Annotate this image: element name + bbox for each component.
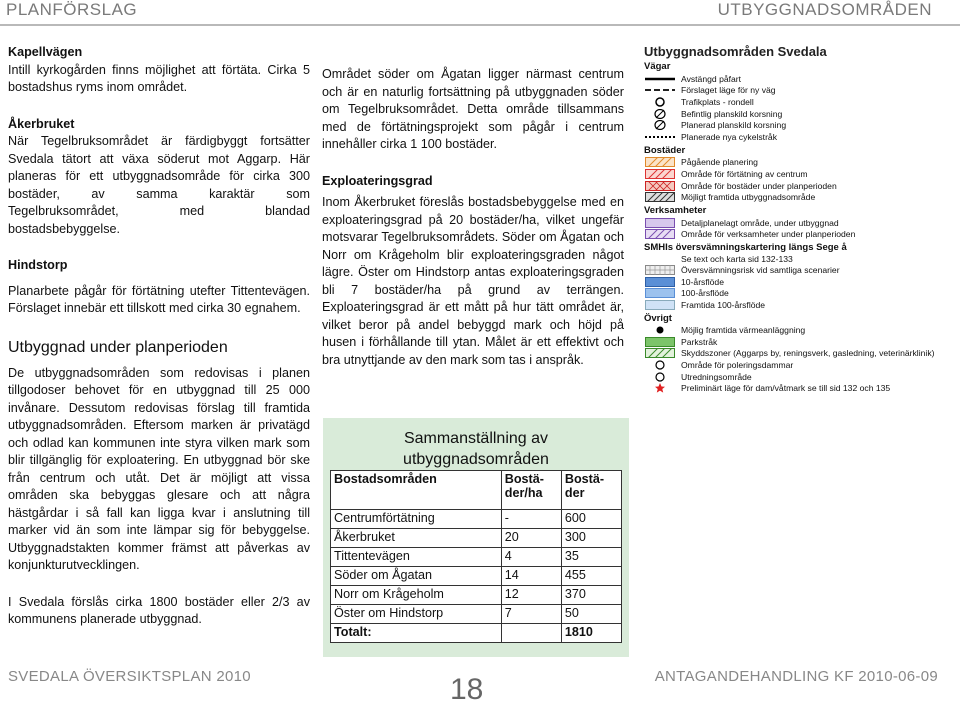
page-header: [0, 0, 960, 24]
legend-category: Vägar: [644, 61, 671, 72]
legend-item: [640, 191, 952, 203]
cycle-dashed-icon: [645, 132, 675, 142]
header-right: UTBYGGNADSOMRÅDEN: [717, 0, 932, 19]
table-cell: Norr om Krågeholm: [331, 586, 502, 605]
legend-note: Se text och karta sid 132-133: [681, 254, 793, 265]
hatch-orange-icon: [645, 157, 675, 167]
legend-item: [640, 276, 952, 288]
hindstorp-heading: Hindstorp: [8, 258, 68, 272]
road-solid-icon: [645, 74, 675, 84]
legend-item-label: Skyddszoner (Aggarps by, reningsverk, gasledning, veterinärklinik): [681, 348, 935, 359]
circle-outline-icon: [645, 360, 675, 370]
hatch-red-cross-icon: [645, 181, 675, 191]
table-header-cell: Bostadsområden: [331, 471, 502, 510]
table-cell: 35: [561, 548, 621, 567]
grid-gray-icon: [645, 265, 675, 275]
table-cell: Söder om Ågatan: [331, 567, 502, 586]
akerbruket-text: När Tegelbruksområdet är färdigbyggt fortsätter Svedala tätort att växa söderut mot Aggarp. Här planeras för ett utbyggnadsområde för cirka 300 bostäder, av samma karaktär som Tegelbruksområdet, med blandad bostadsbebyggelse.: [8, 134, 310, 236]
legend-category: Bostäder: [644, 144, 686, 156]
summary-box: [323, 418, 629, 657]
legend-item: [640, 264, 952, 276]
table-cell: Tittentevägen: [331, 548, 502, 567]
table-cell: 14: [501, 567, 561, 586]
legend-item-label: Område för poleringsdammar: [681, 360, 794, 371]
box-blue-icon: [645, 277, 675, 287]
hatch-dark-icon: [645, 192, 675, 202]
table-total-row: [331, 624, 622, 643]
legend-item: [640, 299, 952, 311]
legend-item: [640, 359, 952, 371]
table-row: [331, 605, 622, 624]
legend-item-label: Befintlig planskild korsning: [681, 108, 783, 119]
kapellvagen-text: Intill kyrkogården finns möjlighet att förtäta. Cirka 5 bostadshus ryms inom området.: [8, 62, 310, 94]
legend-title: Utbyggnadsområden Svedala: [644, 44, 827, 59]
box-lightblue-icon: [645, 288, 675, 298]
legend-category: SMHIs översvämningskartering längs Sege å: [644, 242, 847, 254]
legend-item: [640, 336, 952, 348]
box-purple-hatch-icon: [645, 229, 675, 239]
legend-item-label: Område för verksamheter under planperioden: [681, 229, 856, 240]
road-dashed-icon: [645, 85, 675, 95]
legend-item-label: Område för bostäder under planperioden: [681, 180, 837, 191]
legend-category: Verksamheter: [644, 204, 707, 216]
table-cell: 370: [561, 586, 621, 605]
legend-item: [640, 229, 952, 241]
table-cell: -: [501, 510, 561, 529]
akerbruket-heading: Åkerbruket: [8, 116, 75, 131]
table-row: [331, 586, 622, 605]
table-cell: 455: [561, 567, 621, 586]
legend-item-label: Område för förtätning av centrum: [681, 168, 808, 179]
star-red-icon: [645, 383, 675, 393]
table-cell: 20: [501, 529, 561, 548]
box-paleblue-icon: [645, 300, 675, 310]
legend-item: [640, 96, 952, 108]
table-cell: Centrumförtätning: [331, 510, 502, 529]
summary-title-line1: Sammanställning av: [403, 430, 549, 447]
summary-title: [323, 418, 629, 470]
legend-item: [640, 131, 952, 143]
table-cell: Öster om Hindstorp: [331, 605, 502, 624]
roundabout-icon: [645, 97, 675, 107]
table-cell: Åkerbruket: [331, 529, 502, 548]
legend-item: [640, 217, 952, 229]
legend-item-label: Förslaget läge för ny väg: [681, 85, 776, 96]
table-cell: 300: [561, 529, 621, 548]
legend-item: [640, 157, 952, 169]
legend-body: [640, 61, 952, 394]
box-green-icon: [645, 337, 675, 347]
legend-item-label: Pågående planering: [681, 157, 758, 168]
hatch-red-icon: [645, 169, 675, 179]
table-cell: 1810: [561, 624, 621, 643]
crossing-circle-icon: [645, 109, 675, 119]
header-left: PLANFÖRSLAG: [6, 0, 138, 19]
table-header-cell: Bostä-der/ha: [501, 471, 561, 510]
column-left: [8, 44, 310, 629]
legend-item: [640, 73, 952, 85]
table-row: [331, 510, 622, 529]
legend-item: [640, 371, 952, 383]
table-header-cell: Bostä-der: [561, 471, 621, 510]
dot-black-icon: [645, 325, 675, 335]
legend-item: [640, 287, 952, 299]
table-row: [331, 548, 622, 567]
intro-text: Området söder om Ågatan ligger närmast centrum och är en naturlig fortsättning på utbyggnaden söder om Tegelbruksområdet. Detta område tillsammans med de förtätningsprojekt som pågår i centrum innehåller cirka 1 100 bostäder.: [322, 67, 624, 151]
table-row: [331, 529, 622, 548]
summary-title-line2: utbyggnadsområden: [403, 451, 549, 468]
summary-table: [330, 470, 622, 643]
legend-item: [640, 325, 952, 337]
legend-item-label: Möjlig framtida värmeanläggning: [681, 325, 806, 336]
circle-outline-icon: [645, 372, 675, 382]
legend-item: [640, 85, 952, 97]
hindstorp-text: Planarbete pågår för förtätning utefter Tittentevägen. Förslaget innebär ett tillskott med cirka 30 egnahem.: [8, 283, 310, 315]
map-legend: [640, 44, 952, 584]
legend-item-label: Avstängd påfart: [681, 73, 742, 84]
legend-item: [640, 348, 952, 360]
legend-item-label: Preliminärt läge för dam/våtmark se till sid 132 och 135: [681, 383, 891, 394]
legend-item-label: Detaljplanelagt område, under utbyggnad: [681, 217, 839, 228]
legend-item-label: 100-årsflöde: [681, 288, 729, 299]
exploatering-heading: Exploateringsgrad: [322, 173, 433, 188]
section-heading: Utbyggnad under planperioden: [8, 338, 228, 356]
legend-item-label: Möjligt framtida utbyggnadsområde: [681, 192, 816, 203]
table-cell: Totalt:: [331, 624, 502, 643]
section-text: De utbyggnadsområden som redovisas i planen tillgodoser behovet för en utbyggnad till 25 000 invånare. Dessutom redovisas förslag till framtida utbyggnadsområden. Eftersom marken är privatägd och odlad kan kommunen inte styra vilken mark som blir tillgänglig för exploatering. En utbyggnad bör ske från centrum och utåt. Det är möjligt att vissa områden ska bebyggas glesare och att några hästgårdar i så fall kan ligga kvar i anslutning till marker vid än som inte lämpar sig för bebyggelse. Utbyggnadstakten kommer främst att påverkas av konjunkturutvecklingen.: [8, 365, 310, 572]
legend-item-label: Parkstråk: [681, 336, 718, 347]
footer-left: SVEDALA ÖVERSIKTSPLAN 2010: [8, 668, 251, 685]
legend-item-label: Översvämningsrisk vid samtliga scenarier: [681, 264, 840, 275]
kapellvagen-heading: Kapellvägen: [8, 45, 83, 59]
legend-item-label: Trafikplats - rondell: [681, 96, 754, 107]
table-cell: 12: [501, 586, 561, 605]
legend-item-label: Utredningsområde: [681, 371, 752, 382]
table-row: [331, 567, 622, 586]
footer-right: ANTAGANDEHANDLING KF 2010-06-09: [654, 668, 938, 685]
table-cell: 600: [561, 510, 621, 529]
legend-category: Övrigt: [644, 312, 672, 324]
header-rule: [0, 24, 960, 26]
exploatering-text: Inom Åkerbruket föreslås bostadsbebyggelse med en exploateringsgrad på 20 bostäder/ha, vilket ungefär motsvarar Tegelbruksområdets. Söder om Ågatan och Norr om Krågeholm blir exploateringsgraden något lägre. Öster om Hindstorp antas exploateringsgraden bli 7 bostäder/ha på grund av terrängen. Exploateringsgrad är ett mått på hur tätt området är, vilket beror på andel bebyggd mark och höjd på husen i förhållande till ytan. Målet är ett effektivt och bra utnyttjande av den mark som tas i anspråk.: [322, 195, 624, 367]
crossing-circle-icon: [645, 120, 675, 130]
legend-item-label: Planerad planskild korsning: [681, 120, 787, 131]
table-cell: 4: [501, 548, 561, 567]
hatch-green-icon: [645, 348, 675, 358]
page-number: 18: [450, 673, 484, 706]
legend-item-label: 10-årsflöde: [681, 276, 724, 287]
table-cell: 7: [501, 605, 561, 624]
column-middle: [322, 66, 624, 369]
legend-item: [640, 119, 952, 131]
legend-item-label: Planerade nya cykelstråk: [681, 131, 778, 142]
table-cell: [501, 624, 561, 643]
box-purple-icon: [645, 218, 675, 228]
table-cell: 50: [561, 605, 621, 624]
legend-item: [640, 108, 952, 120]
legend-item: [640, 180, 952, 192]
legend-item: [640, 382, 952, 394]
table-header-row: [331, 471, 622, 510]
legend-item-label: Framtida 100-årsflöde: [681, 299, 766, 310]
legend-item: [640, 168, 952, 180]
final-text: I Svedala förslås cirka 1800 bostäder eller 2/3 av kommunens planerade utbyggnad.: [8, 594, 310, 626]
